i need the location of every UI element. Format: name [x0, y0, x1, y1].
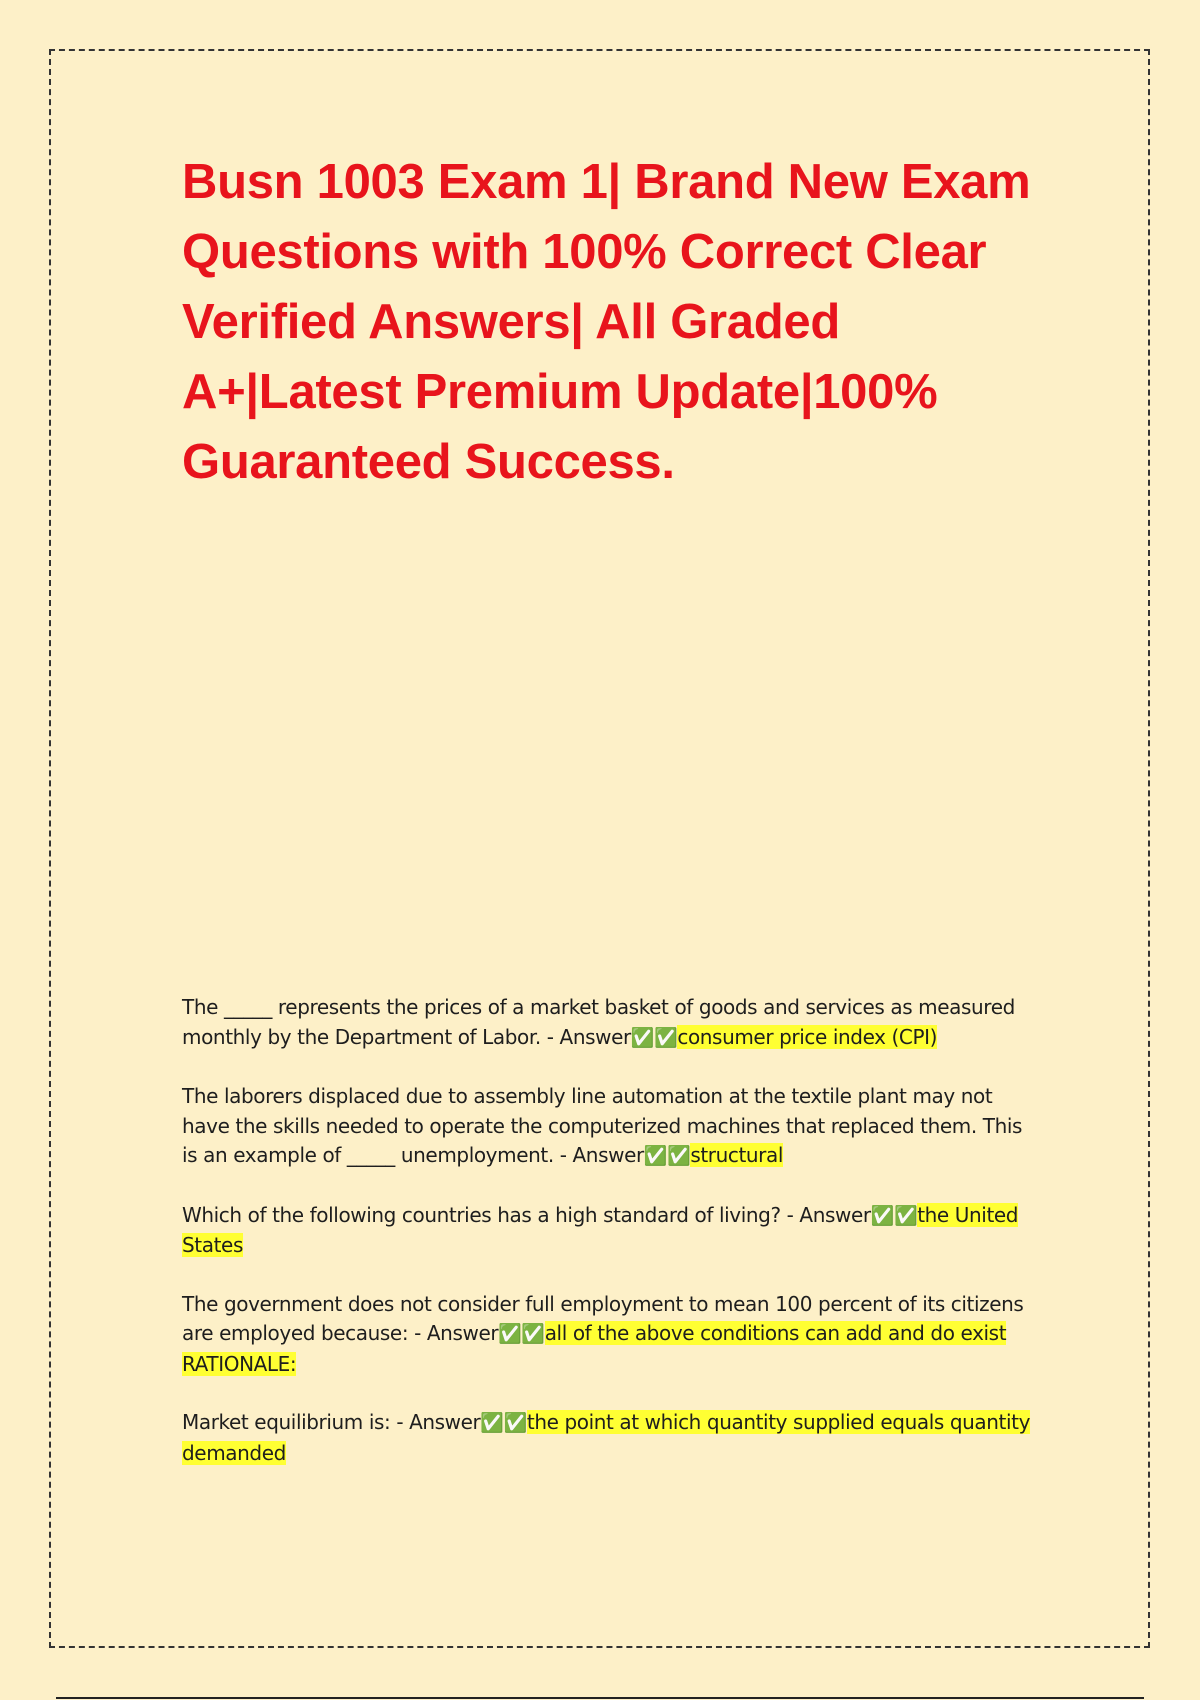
question-text: Which of the following countries has a high standard of living?: [182, 1202, 781, 1227]
checkmark-icon: ✅✅: [480, 1412, 527, 1434]
question-text: The laborers displaced due to assembly line automation at the textile plant may not have the skills needed to operate the computerized machines that replaced them. This is an example of _____ unemployment.: [182, 1084, 1023, 1167]
checkmark-icon: ✅✅: [643, 1145, 691, 1167]
answer-prefix: - Answer: [780, 1202, 871, 1227]
highlighted-answer: structural: [690, 1143, 784, 1167]
answer-prefix: - Answer: [540, 1024, 631, 1049]
question-text: The government does not consider full employment to mean 100 percent of its citizens are employed because:: [182, 1291, 1024, 1345]
footer-rule: [56, 1697, 1144, 1699]
answer-prefix: - Answer: [553, 1143, 644, 1167]
qa-list: [182, 993, 1032, 1497]
question-text: The _____ represents the prices of a market basket of goods and services as measured monthly by the Department of Labor.: [182, 995, 1015, 1049]
question-text: Market equilibrium is:: [182, 1410, 391, 1434]
checkmark-icon: ✅✅: [630, 1026, 678, 1049]
highlighted-answer: the United States: [182, 1202, 1019, 1257]
document-title: Busn 1003 Exam 1| Brand New Exam Questions with 100% Correct Clear Verified Answers| All Graded A+|Latest Premium Update|100% Guaranteed Success.: [182, 155, 1031, 489]
highlighted-answer: the point at which quantity supplied equals quantity demanded: [182, 1410, 1031, 1465]
qa-item-5: [182, 1408, 1032, 1468]
qa-item-3: [182, 1201, 1032, 1261]
highlighted-answer: consumer price index (CPI): [677, 1024, 938, 1049]
qa-item-2: [182, 1082, 1032, 1172]
highlighted-answer: all of the above conditions can add and do exist: [544, 1321, 1007, 1345]
checkmark-icon: ✅✅: [870, 1204, 918, 1227]
checkmark-icon: ✅✅: [498, 1323, 545, 1345]
answer-prefix: - Answer: [408, 1321, 499, 1345]
rationale-label: RATIONALE:: [182, 1351, 297, 1376]
qa-item-1: [182, 993, 1032, 1053]
qa-item-4: [182, 1290, 1032, 1380]
answer-prefix: - Answer: [390, 1410, 481, 1434]
